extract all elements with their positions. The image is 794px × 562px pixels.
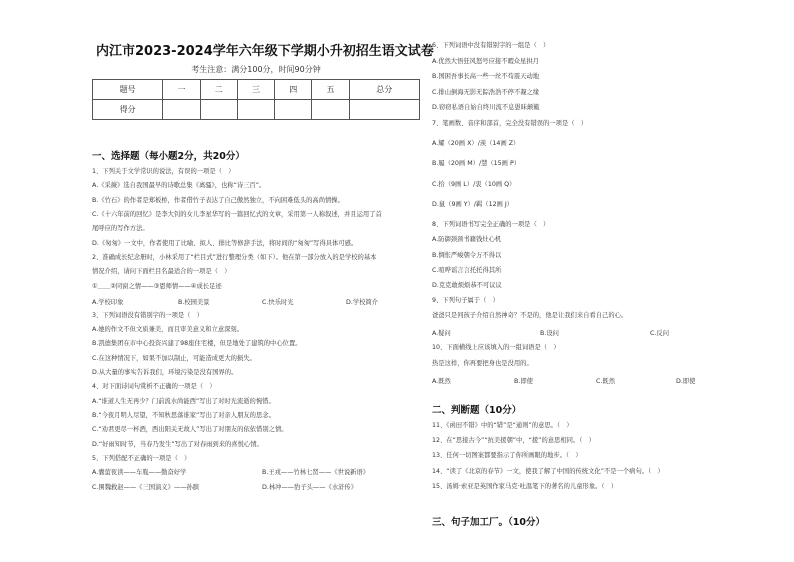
table-cell: 二 bbox=[200, 80, 237, 100]
table-row bbox=[93, 80, 420, 100]
table-cell bbox=[163, 100, 200, 120]
question-line: 10、下面横线上应该填入的一组词语是（ ） bbox=[432, 344, 560, 351]
question-line: A.防御颈颈书籍钱灶心机 bbox=[432, 236, 502, 243]
question-line: B.“今夜月明人尽望，不知秋思落谁家”写出了对亲人朋友的思念。 bbox=[92, 412, 275, 419]
option-d: D.学校简介 bbox=[346, 299, 379, 306]
table-cell bbox=[237, 100, 274, 120]
question-line: B.惆怅严峻朝令万不得以 bbox=[432, 252, 502, 259]
question-line: 4、对下面诗词句赏析不正确的一项是（ ） bbox=[92, 383, 216, 390]
option-a: A.学校印象 bbox=[92, 299, 124, 306]
question-line: 13、任何一切图案都要指示了你所画眼的地步。（ ） bbox=[432, 452, 582, 459]
question-line: B.履（20画 M）/慧（15画 P） bbox=[432, 160, 521, 167]
table-cell bbox=[200, 100, 237, 120]
table-cell bbox=[312, 100, 349, 120]
question-line: B.凯德集团在市中心投资兴建了98座住宅楼，但是地处了建筑的中心位置。 bbox=[92, 340, 302, 347]
table-cell: 四 bbox=[275, 80, 312, 100]
question-line: 7、笔画数、音序和部首，完全没有错误的一项是（ ） bbox=[432, 120, 588, 127]
question-line: 2、准确成长纪念册时，小林采用了“栏目式”进行整理分类（如下）。他在第一部分放入的是学校的基本 bbox=[92, 254, 377, 261]
section-heading: 一、选择题（每小题2分，共20分） bbox=[92, 151, 245, 162]
question-line: C.在这种情况下，如果不加以制止，可能造成更大的损失。 bbox=[92, 355, 256, 362]
option-a: A.疑问 bbox=[432, 330, 451, 337]
question-line: 12、在“思接古今”“抗美援朝”中，“援”的意思相同。（ ） bbox=[432, 437, 595, 444]
question-line: A.囊萤夜读——车胤——勤奋好学 bbox=[92, 469, 187, 476]
option-a: A.既然 bbox=[432, 378, 451, 385]
question-line: A.“谁道人生无再少？门前流水尚能西”写出了对时光流逝的惋惜。 bbox=[92, 398, 275, 405]
table-cell bbox=[349, 100, 419, 120]
score-table bbox=[92, 79, 420, 120]
exam-note: 考生注意：满分100分，时间90分钟 bbox=[191, 65, 321, 74]
question-line: C.拾（9画 L）/衷（10画 Q） bbox=[432, 181, 516, 188]
question-line: 15、汤姆·索亚是英国作家马克·吐温笔下的著名的儿童形象。（ ） bbox=[432, 483, 618, 490]
table-cell: 总分 bbox=[349, 80, 419, 100]
option-d: D.即使 bbox=[676, 378, 696, 385]
question-line: D.克克敢烦烦恭不可议议 bbox=[432, 282, 502, 289]
question-line: 11、《函田不错》中的“错”是“通则”的意思。（ ） bbox=[432, 422, 573, 429]
question-line: 8、下列词语书写完全正确的一项是（ ） bbox=[432, 221, 550, 228]
question-line: D.鼠（9画 Y）/羁（12画 J） bbox=[432, 201, 514, 208]
question-line: 1、下列关于文学常识的说法，有误的一项是（ ） bbox=[92, 168, 235, 175]
question-line: C.围魏救赵——《三国演义》——孙膑 bbox=[92, 484, 200, 491]
question-line: D.从大量的事实告诉我们，环境污染是没有国界的。 bbox=[92, 369, 238, 376]
question-line: C.排山倒海无影无踪浩浩不停不凝之缘 bbox=[432, 89, 540, 96]
question-line: B.王戎——竹林七贤——《世说新语》 bbox=[262, 469, 370, 476]
question-line: D.《匆匆》一文中，作者使用了比喻、拟人、排比等修辞手法，将时间的“匆匆”写得具体可感。 bbox=[92, 240, 358, 247]
question-line: B.《竹石》的作者是郑板桥，作者借竹子表达了自己傲然独立，不向困难低头的高尚情操。 bbox=[92, 197, 344, 204]
option-c: C.快乐时光 bbox=[262, 299, 294, 306]
option-b: B.即使 bbox=[514, 378, 533, 385]
table-row bbox=[93, 100, 420, 120]
question-line: A.耀（20画 X）/羡（14画 Z） bbox=[432, 140, 520, 147]
question-line: D.窃窃私语自始自终川流不息愚昧颠簸 bbox=[432, 104, 540, 111]
question-line: 9、下列句子属于（ ） bbox=[432, 297, 499, 304]
question-line: A.《采薇》选自我国最早的诗歌总集《离骚》，也称“诗三百”。 bbox=[92, 182, 266, 189]
question-line: 3、下列词语没有错别字的一项是（ ） bbox=[92, 312, 204, 319]
question-line: B.国困吾事长高一些一丝不苟震天动地 bbox=[432, 73, 540, 80]
option-b: B.校园美景 bbox=[178, 299, 210, 306]
question-line: C.《十六年前的回忆》是李大钊的女儿李星华写的一篇回忆式的文章，采用第一人称叙述，并且运用了首 bbox=[92, 211, 382, 218]
table-cell bbox=[275, 100, 312, 120]
table-cell: 三 bbox=[237, 80, 274, 100]
option-b: B.设问 bbox=[540, 330, 559, 337]
question-line: C.“劝君更尽一杯酒，西出阳关无故人”写出了对朋友的依依惜别之情。 bbox=[92, 426, 288, 433]
section-heading: 三、句子加工厂。（10分） bbox=[432, 517, 545, 528]
section-heading: 二、判断题（10分） bbox=[432, 405, 522, 416]
question-line: 尾呼应的写作方法。 bbox=[92, 225, 149, 232]
exam-title: 内江市2023-2024学年六年级下学期小升初招生语文试卷 bbox=[96, 44, 434, 59]
question-line: D.“好雨知时节，当春乃发生”写出了对春雨到来的喜悦心情。 bbox=[92, 441, 263, 448]
question-line: 14、“读了《北京的春节》一文，使我了解了中国的传统文化”不是一个病句。（ ） bbox=[432, 468, 664, 475]
table-cell: 得分 bbox=[93, 100, 163, 120]
question-line: 爸爸只是冋孩子介绍自然神奇？不是的，他是让我们来自看自己的心。 bbox=[432, 312, 628, 319]
question-line: 6、下列词语中没有错别字的一组是（ ） bbox=[432, 42, 550, 49]
question-line: 热是这样，你再要把身也是没用的。 bbox=[432, 360, 533, 367]
question-line: D.林冲——豹子头——《水浒传》 bbox=[262, 484, 358, 491]
question-line: 情况介绍，请问下面栏目名最适合的一项是（ ） bbox=[92, 268, 231, 275]
option-c: C.既然 bbox=[596, 378, 615, 385]
table-cell: 一 bbox=[163, 80, 200, 100]
table-cell: 五 bbox=[312, 80, 349, 100]
question-line: 5、下列搭配不正确的一项是（ ） bbox=[92, 455, 191, 462]
question-line: A.优然大悟狂风怒号应接不暇众星拱月 bbox=[432, 58, 539, 65]
question-line: A.她的作文不但文质兼美，而且审美意义和立意深刻。 bbox=[92, 326, 244, 333]
question-line: C.喧哗谣言言托托得其所 bbox=[432, 267, 502, 274]
table-cell: 题号 bbox=[93, 80, 163, 100]
question-line: ①＿＿②同窗之情——③恩师情——④成长足迹 bbox=[92, 283, 222, 290]
option-c: C.反问 bbox=[650, 330, 669, 337]
